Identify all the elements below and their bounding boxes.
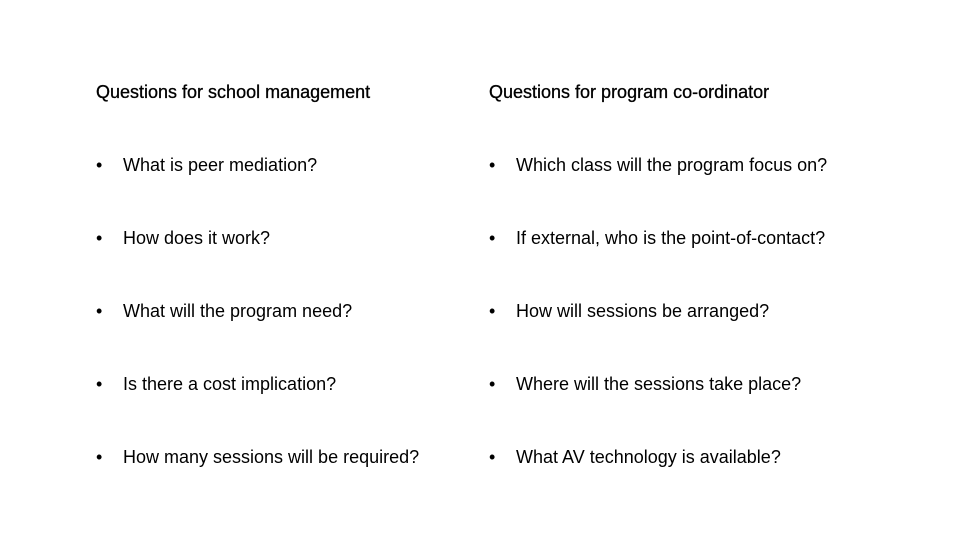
- question-text: How many sessions will be required?: [123, 447, 420, 467]
- bullet-icon: •: [96, 447, 103, 467]
- bullet-icon: •: [489, 301, 496, 321]
- question-text: What AV technology is available?: [516, 447, 781, 467]
- column-heading: Questions for school management: [96, 82, 371, 102]
- question-text: If external, who is the point-of-contact?: [516, 228, 826, 248]
- question-text: What will the program need?: [123, 301, 353, 321]
- bullet-icon: •: [489, 447, 496, 467]
- column-heading: Questions for program co-ordinator: [489, 82, 770, 102]
- bullet-icon: •: [96, 374, 103, 394]
- question-text: How will sessions be arranged?: [516, 301, 770, 321]
- bullet-icon: •: [96, 228, 103, 248]
- question-text: What is peer mediation?: [123, 155, 318, 175]
- bullet-icon: •: [96, 301, 103, 321]
- question-text: How does it work?: [123, 228, 271, 248]
- bullet-icon: •: [489, 228, 496, 248]
- question-text: Which class will the program focus on?: [516, 155, 828, 175]
- question-text: Is there a cost implication?: [123, 374, 337, 394]
- bullet-icon: •: [489, 155, 496, 175]
- bullet-icon: •: [96, 155, 103, 175]
- question-text: Where will the sessions take place?: [516, 374, 802, 394]
- bullet-icon: •: [489, 374, 496, 394]
